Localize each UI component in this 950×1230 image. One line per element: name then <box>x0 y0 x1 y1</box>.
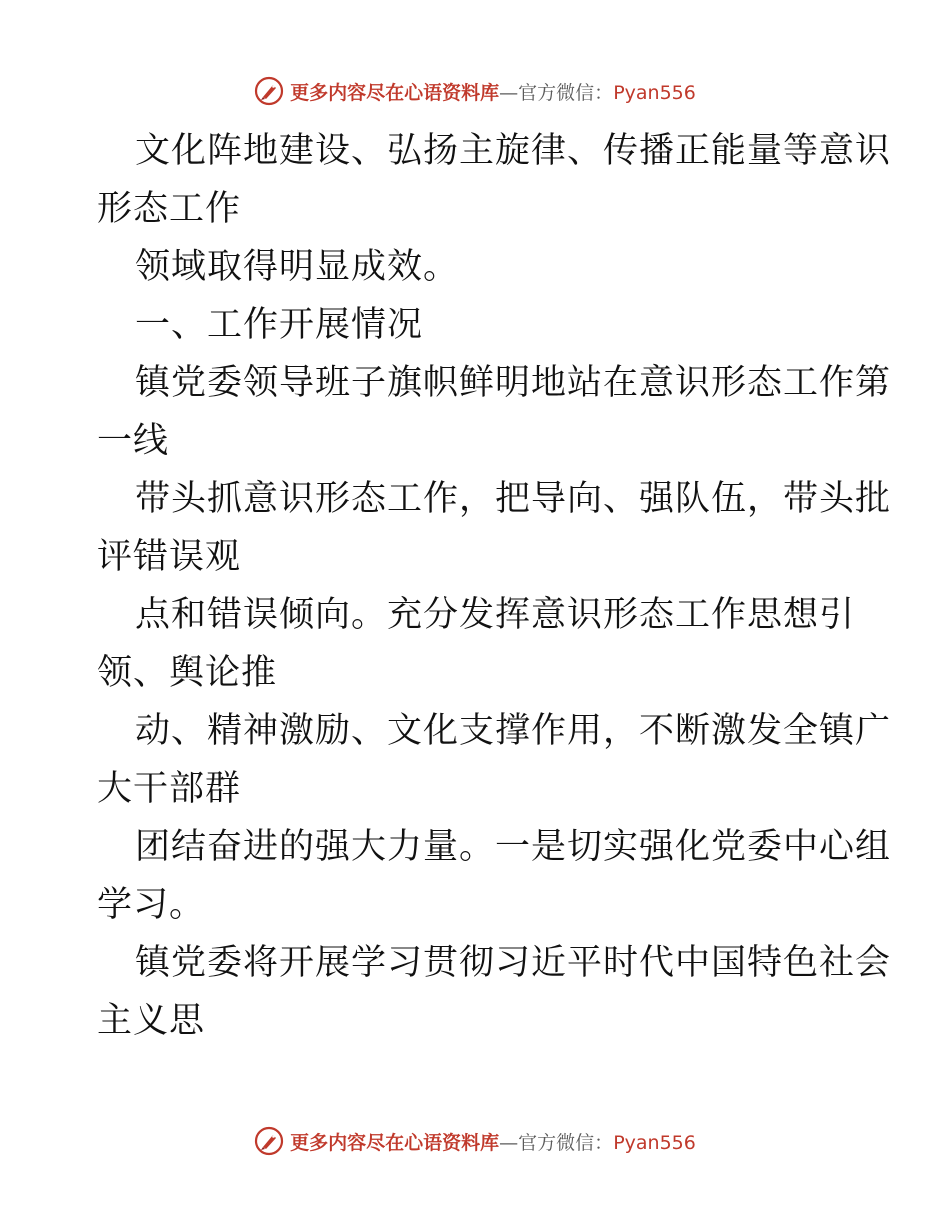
body-line-16: 主义思 <box>97 1001 206 1041</box>
body-line-2: 形态工作 <box>97 189 242 229</box>
body-line-11: 动、精神激励、文化支撑作用，不断激发全镇广 <box>135 711 892 751</box>
footer-brand-text: 更多内容尽在心语资料库 <box>290 1131 500 1154</box>
header-wechat-id: Pyan556 <box>613 81 696 104</box>
body-line-10: 领、舆论推 <box>97 653 278 693</box>
body-line-7: 带头抓意识形态工作，把导向、强队伍，带头批 <box>135 479 892 519</box>
body-line-15: 镇党委将开展学习贯彻习近平时代中国特色社会 <box>135 943 892 983</box>
body-line-9: 点和错误倾向。充分发挥意识形态工作思想引 <box>135 595 856 635</box>
document-body <box>97 122 892 1050</box>
header-brand-text: 更多内容尽在心语资料库 <box>290 81 500 104</box>
footer-wechat-label: 官方微信： <box>518 1131 614 1154</box>
header-banner-text <box>290 78 696 105</box>
footer-wechat-id: Pyan556 <box>613 1131 696 1154</box>
body-line-13: 团结奋进的强大力量。一是切实强化党委中心组 <box>135 827 892 867</box>
body-line-1: 文化阵地建设、弘扬主旋律、传播正能量等意识 <box>135 131 892 171</box>
body-line-12: 大干部群 <box>97 769 242 809</box>
footer-banner <box>0 1121 950 1161</box>
pen-nib-logo-icon <box>254 1126 284 1156</box>
section-heading: 一、工作开展情况 <box>135 305 424 345</box>
pen-nib-logo-icon <box>254 76 284 106</box>
footer-banner-text <box>290 1128 696 1155</box>
body-line-3: 领域取得明显成效。 <box>135 247 460 287</box>
header-wechat-label: 官方微信： <box>518 81 614 104</box>
body-line-5: 镇党委领导班子旗帜鲜明地站在意识形态工作第 <box>135 363 892 403</box>
header-banner <box>0 71 950 111</box>
body-line-8: 评错误观 <box>97 537 242 577</box>
body-line-6: 一线 <box>97 421 170 461</box>
footer-dash: — <box>499 1131 519 1154</box>
body-line-14: 学习。 <box>97 885 206 925</box>
header-dash: — <box>499 81 519 104</box>
